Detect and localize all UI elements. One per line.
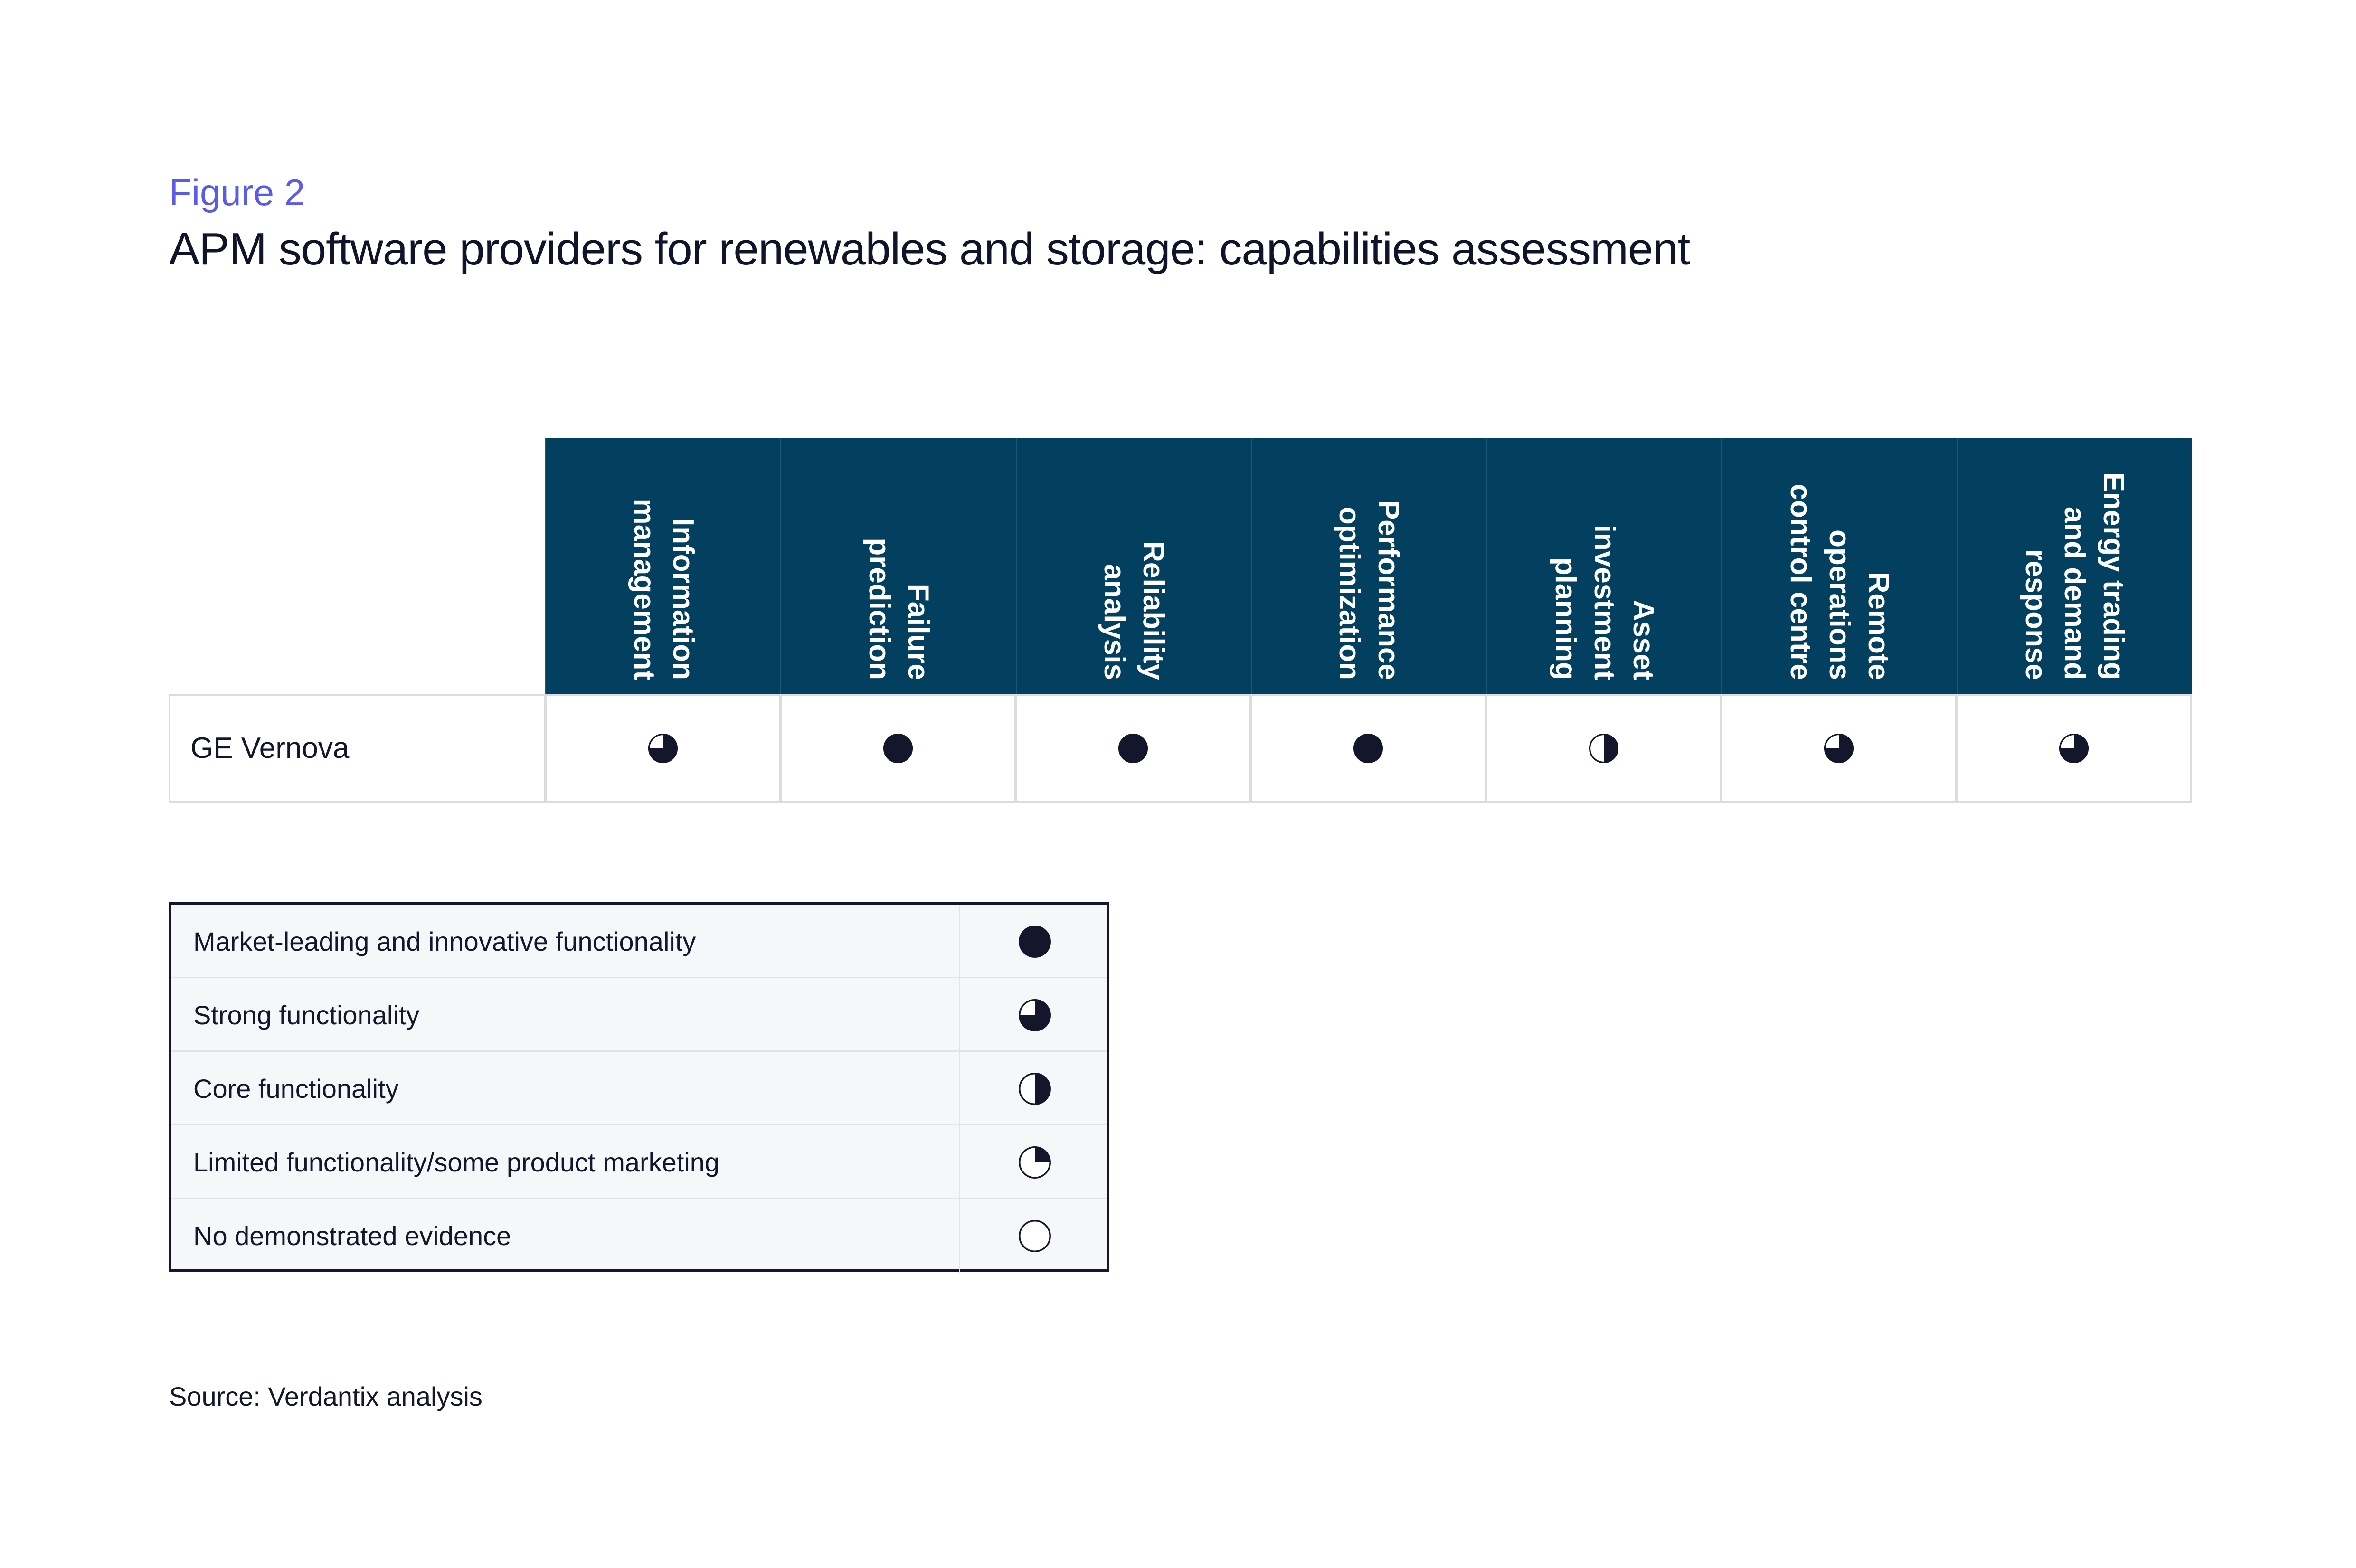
legend-symbol <box>959 978 1109 1052</box>
legend-row <box>171 905 1107 978</box>
rating-cell <box>1016 694 1251 803</box>
column-header-line: Asset <box>1627 600 1660 680</box>
column-header-line: operations <box>1823 529 1856 680</box>
column-header-line: and demand <box>2058 506 2091 680</box>
rating-cell <box>1251 694 1486 803</box>
legend-row <box>171 978 1107 1052</box>
column-header-label <box>1546 452 1663 680</box>
rating-icon <box>1589 733 1619 764</box>
column-header-line: Information <box>666 518 700 680</box>
column-header-line: investment <box>1588 524 1621 680</box>
column-header-line: management <box>627 498 661 680</box>
column-header <box>780 438 1015 694</box>
column-header-line: Failure <box>901 583 935 680</box>
column-header <box>1957 438 2192 694</box>
column-header <box>1016 438 1251 694</box>
legend-rating-icon <box>1018 999 1051 1032</box>
rating-cell <box>1486 694 1721 803</box>
column-header <box>545 438 780 694</box>
column-header-label <box>624 452 702 680</box>
rating-icon <box>1824 733 1854 764</box>
legend-label: Market-leading and innovative functionality <box>193 926 696 956</box>
rating-icon <box>2059 733 2089 764</box>
legend-rating-icon <box>1018 1219 1051 1253</box>
rating-icon <box>648 733 678 764</box>
rating-mark <box>1589 733 1619 764</box>
rating-cell <box>1957 694 2192 803</box>
column-header-line: Reliability <box>1137 541 1170 680</box>
legend-row <box>171 1125 1107 1199</box>
column-header-label <box>860 452 937 680</box>
legend-label: No demonstrated evidence <box>193 1221 511 1251</box>
legend-row <box>171 1052 1107 1125</box>
rating-mark <box>1118 733 1148 764</box>
column-header-line: planning <box>1549 557 1582 680</box>
column-header <box>1721 438 1956 694</box>
legend-rating-icon <box>1018 1072 1051 1105</box>
column-header-line: Remote <box>1862 572 1895 680</box>
column-header-line: prediction <box>862 538 896 680</box>
row-label: GE Vernova <box>169 694 545 803</box>
legend-rating-icon <box>1018 1146 1051 1179</box>
column-header-label <box>2016 452 2133 680</box>
legend-label: Strong functionality <box>193 1000 420 1030</box>
legend-mark <box>1018 1072 1051 1105</box>
legend-mark <box>1018 1219 1051 1253</box>
rating-mark <box>1353 733 1383 764</box>
figure-label: Figure 2 <box>169 171 305 213</box>
rating-icon <box>1118 733 1148 764</box>
column-header-line: control centre <box>1784 483 1817 680</box>
rating-mark <box>1824 733 1854 764</box>
column-header-line: Energy trading <box>2097 472 2130 680</box>
column-header-label <box>1781 452 1898 680</box>
rating-cell <box>545 694 780 803</box>
rating-cell <box>1721 694 1956 803</box>
rating-mark <box>2059 733 2089 764</box>
rating-mark <box>883 733 913 764</box>
legend-mark <box>1018 925 1051 958</box>
column-header-line: response <box>2019 549 2053 680</box>
legend-label: Limited functionality/some product marketing <box>193 1147 720 1177</box>
legend-symbol <box>959 1125 1109 1199</box>
column-header <box>1486 438 1721 694</box>
column-header <box>1251 438 1486 694</box>
legend-mark <box>1018 1146 1051 1179</box>
legend-symbol <box>959 1199 1109 1273</box>
legend-mark <box>1018 999 1051 1032</box>
column-header-line: Performance <box>1372 500 1405 680</box>
legend-row <box>171 1199 1107 1273</box>
column-header-line: analysis <box>1098 564 1131 680</box>
legend-rating-icon <box>1018 925 1051 958</box>
rating-mark <box>648 733 678 764</box>
source-note: Source: Verdantix analysis <box>169 1381 483 1411</box>
rating-icon <box>883 733 913 764</box>
chart-title: APM software providers for renewables and storage: capabilities assessment <box>169 224 1690 274</box>
legend-symbol <box>959 905 1109 978</box>
legend-symbol <box>959 1052 1109 1125</box>
rating-icon <box>1353 733 1383 764</box>
legend <box>169 902 1109 1272</box>
legend-label: Core functionality <box>193 1074 399 1104</box>
rating-cell <box>780 694 1015 803</box>
capabilities-matrix <box>169 438 2192 803</box>
column-header-line: optimization <box>1333 506 1366 680</box>
column-header-label <box>1330 452 1408 680</box>
column-header-label <box>1095 452 1173 680</box>
